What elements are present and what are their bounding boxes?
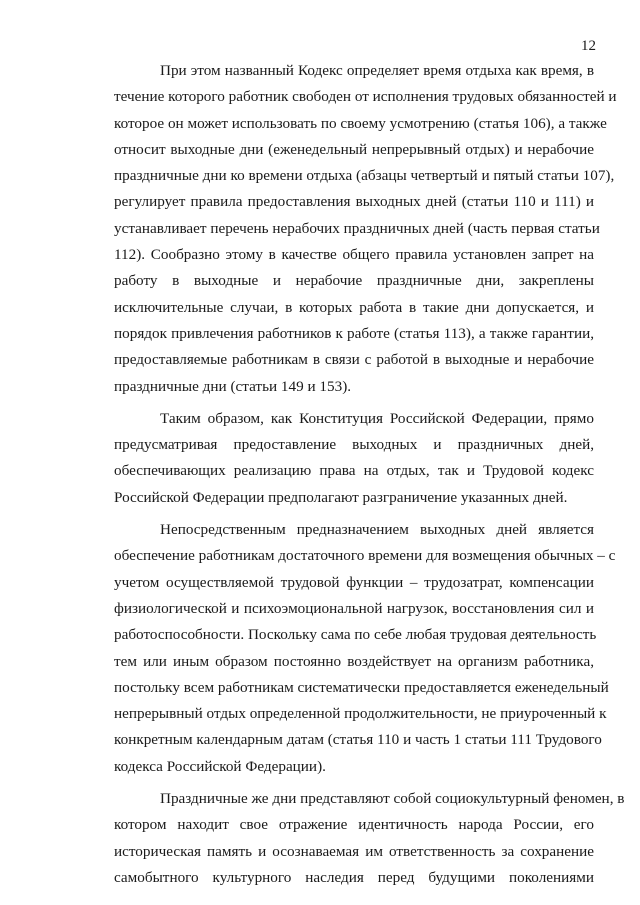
text-line: праздничные дни ко времени отдыха (абзацы четвертый и пятый статьи 107), bbox=[114, 167, 615, 185]
text-line: праздничные дни (статьи 149 и 153). bbox=[114, 377, 352, 395]
text-line: предусматривая предоставление выходных и праздничных дней, bbox=[114, 436, 594, 454]
text-line: исключительные случаи, в которых работа в такие дни допускается, и bbox=[114, 298, 594, 316]
text-line: При этом названный Кодекс определяет время отдыха как время, в bbox=[160, 62, 594, 79]
text-line: самобытного культурного наследия перед будущими поколениями bbox=[114, 868, 594, 886]
text-line: предоставляемые работникам в связи с работой в выходные и нерабочие bbox=[114, 351, 594, 369]
text-line: историческая память и осознаваемая им ответственность за сохранение bbox=[114, 842, 594, 860]
document-body bbox=[114, 58, 625, 891]
text-line: конкретным календарным датам (статья 110 и часть 1 статьи 111 Трудового bbox=[114, 731, 602, 749]
paragraph-4 bbox=[114, 786, 625, 891]
text-line: тем или иным образом постоянно воздействует на организм работника, bbox=[114, 652, 594, 670]
text-line: Таким образом, как Конституция Российской Федерации, прямо bbox=[160, 409, 594, 427]
text-line: обеспечивающих реализацию права на отдых, так и Трудовой кодекс bbox=[114, 462, 594, 480]
text-line: обеспечение работникам достаточного времени для возмещения обычных – с bbox=[114, 547, 616, 565]
text-line: работоспособности. Поскольку сама по себе любая трудовая деятельность bbox=[114, 626, 597, 644]
text-line: Непосредственным предназначением выходных дней является bbox=[160, 521, 594, 539]
text-line: 112). Сообразно этому в качестве общего правила установлен запрет на bbox=[114, 246, 594, 264]
text-line: течение которого работник свободен от исполнения трудовых обязанностей и bbox=[114, 88, 617, 106]
text-line: устанавливает перечень нерабочих праздничных дней (часть первая статьи bbox=[114, 219, 600, 237]
paragraph-1 bbox=[114, 58, 617, 400]
text-line: относит выходные дни (еженедельный непрерывный отдых) и нерабочие bbox=[114, 140, 594, 158]
paragraph-3 bbox=[114, 517, 616, 780]
text-line: регулирует правила предоставления выходных дней (статьи 110 и 111) и bbox=[114, 193, 594, 211]
text-line: Праздничные же дни представляют собой социокультурный феномен, в bbox=[160, 790, 625, 808]
paragraph-2 bbox=[114, 406, 594, 511]
text-line: которое он может использовать по своему усмотрению (статья 106), а также bbox=[114, 114, 607, 132]
text-line: Российской Федерации предполагают разграничение указанных дней. bbox=[114, 488, 568, 506]
text-line: порядок привлечения работников к работе (статья 113), а также гарантии, bbox=[114, 324, 594, 342]
text-line: физиологической и психоэмоциональной нагрузок, восстановления сил и bbox=[114, 599, 594, 617]
text-line: работу в выходные и нерабочие праздничные дни, закреплены bbox=[114, 272, 594, 290]
page-number: 12 bbox=[581, 38, 596, 54]
text-line: постольку всем работникам систематически предоставляется еженедельный bbox=[114, 678, 609, 696]
text-line: котором находит свое отражение идентичность народа России, его bbox=[114, 816, 594, 834]
text-line: кодекса Российской Федерации). bbox=[114, 757, 326, 775]
text-line: непрерывный отдых определенной продолжительности, не приуроченный к bbox=[114, 705, 607, 723]
text-line: учетом осуществляемой трудовой функции – трудозатрат, компенсации bbox=[114, 573, 594, 591]
